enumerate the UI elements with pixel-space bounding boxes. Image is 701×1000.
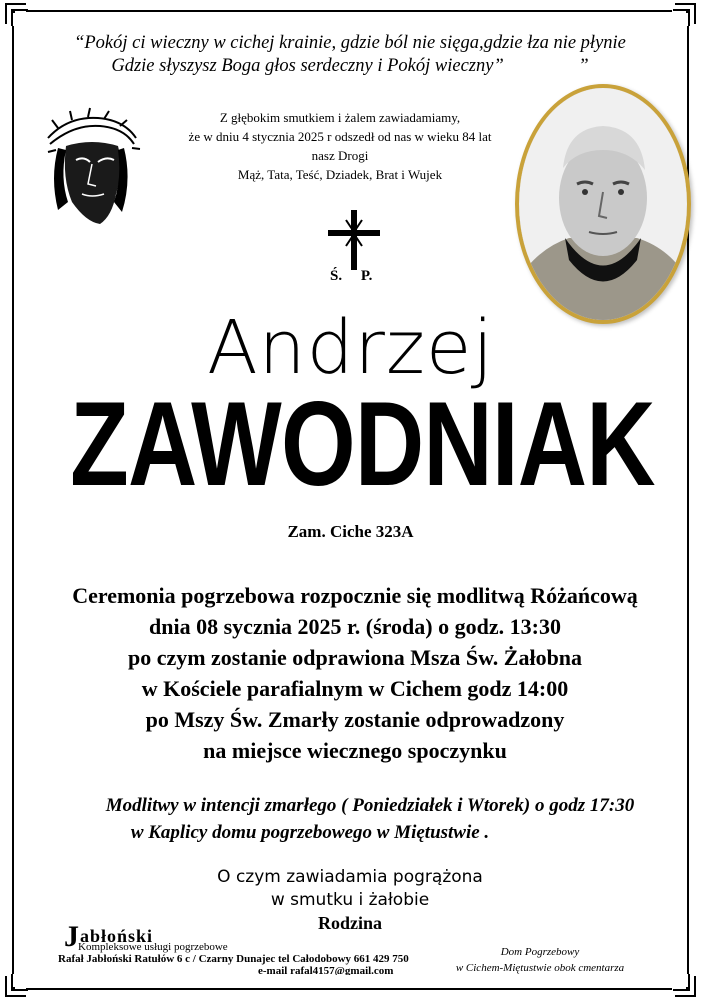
frame-bottom xyxy=(26,988,672,990)
prayers-line-1: Modlitwy w intencji zmarłego ( Poniedziałek i Wtorek) o godz 17:30 xyxy=(105,795,635,816)
closing xyxy=(100,866,600,935)
ceremony-line-3: po czym zostanie odprawiona Msza Św. Żałobna xyxy=(127,645,583,670)
corner-ornament-top-left xyxy=(4,2,30,28)
location-line-2: w Cichem-Miętustwie obok cmentarza xyxy=(455,962,625,974)
motto xyxy=(40,32,660,78)
cross-icon xyxy=(326,208,382,272)
location-line-1: Dom Pogrzebowy xyxy=(500,946,580,958)
prayers-line-2: w Kaplicy domu pogrzebowego w Miętustwie . xyxy=(130,822,490,843)
intro-line-4: Mąż, Tata, Teść, Dziadek, Brat i Wujek xyxy=(237,167,443,182)
ceremony-line-6: na miejsce wiecznego spoczynku xyxy=(203,738,507,763)
motto-line-2 xyxy=(40,55,660,78)
portrait-photo xyxy=(515,84,691,324)
corner-ornament-top-right xyxy=(671,2,697,28)
corner-ornament-bottom-right xyxy=(671,972,697,998)
motto-line-1: “Pokój ci wieczny w cichej krainie, gdzie ból nie sięga,gdzie łza nie płynie xyxy=(74,33,626,53)
frame-top xyxy=(26,10,672,12)
frame-left xyxy=(12,26,14,974)
ceremony-details xyxy=(30,580,680,766)
christ-crown-of-thorns-icon xyxy=(28,98,148,226)
logo-rest: abłoński xyxy=(80,926,154,946)
intro-line-1: Z głębokim smutkiem i żalem zawiadamiamy, xyxy=(219,110,461,125)
first-name: Andrzej xyxy=(207,305,494,391)
intro-line-3: nasz Drogi xyxy=(311,148,369,163)
ceremony-line-4: w Kościele parafialnym w Cichem godz 14:00 xyxy=(141,676,569,701)
motto-line-2-text: Gdzie słyszysz Boga głos serdeczny i Pokój wieczny” xyxy=(111,56,504,76)
ceremony-line-2: dnia 08 sycznia 2025 r. (środa) o godz. 13:30 xyxy=(149,614,561,639)
sp-label: Ś. P. xyxy=(330,268,373,284)
intro-line-2: że w dniu 4 stycznia 2025 r odszedł od nas w wieku 84 lat xyxy=(188,129,492,144)
funeral-home-email[interactable]: e-mail rafal4157@gmail.com xyxy=(258,965,394,975)
closing-line-2: w smutku i żałobie xyxy=(270,890,430,910)
last-name: ZAWODNIAK xyxy=(70,377,655,511)
address: Zam. Ciche 323A xyxy=(287,522,414,541)
closing-line-1: O czym zawiadamia pogrążona xyxy=(217,867,483,887)
funeral-home-services: Kompleksowe usługi pogrzebowe xyxy=(78,941,228,953)
funeral-home-location xyxy=(440,944,640,976)
logo-initial: J xyxy=(64,920,80,953)
closing-line-3: Rodzina xyxy=(317,913,382,933)
corner-ornament-bottom-left xyxy=(4,972,30,998)
prayers-info xyxy=(30,792,701,846)
ceremony-line-5: po Mszy Św. Zmarły zostanie odprowadzony xyxy=(145,707,565,732)
funeral-home-contact: Rafał Jabłoński Ratułów 6 c / Czarny Dunajec tel Całodobowy 661 429 750 xyxy=(58,953,409,965)
motto-quote-end: ” xyxy=(578,56,589,76)
intro-text xyxy=(150,108,530,184)
ceremony-line-1: Ceremonia pogrzebowa rozpocznie się modlitwą Różańcową xyxy=(72,583,638,608)
